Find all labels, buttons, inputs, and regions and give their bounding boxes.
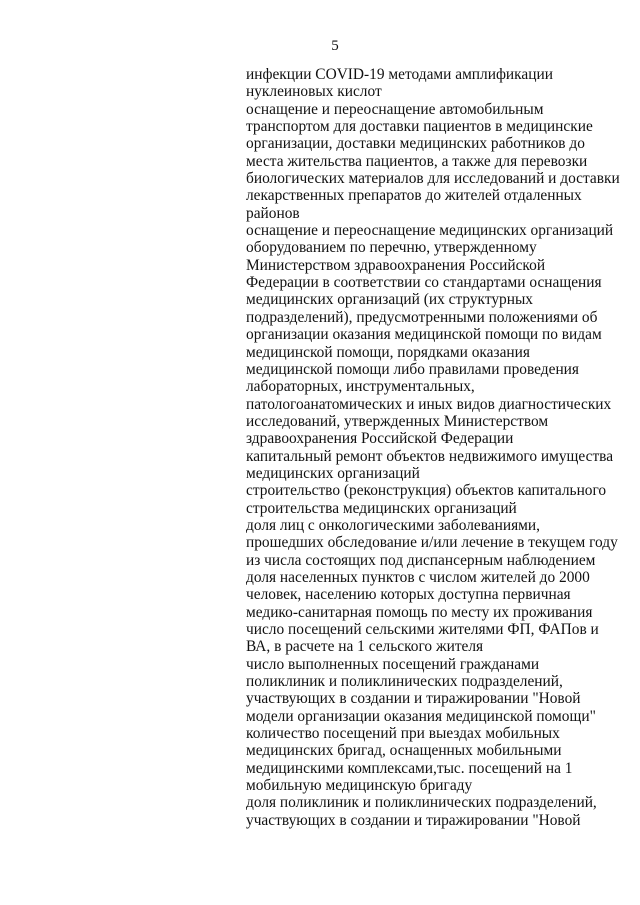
text-line: биологических материалов для исследований и доставки: [246, 170, 620, 188]
text-line: число выполненных посещений гражданами: [246, 655, 540, 673]
text-line: Министерством здравоохранения Российской: [246, 256, 546, 274]
text-line: число посещений сельскими жителями ФП, ФАПов и: [246, 621, 599, 638]
text-line: медицинской помощи, порядками оказания: [246, 343, 530, 361]
text-line: медико-санитарная помощь по месту их проживания: [246, 603, 593, 621]
text-line: медицинских бригад, оснащенных мобильными: [246, 742, 562, 760]
text-line: доля лиц с онкологическими заболеваниями,: [246, 516, 540, 534]
text-line: мобильную медицинскую бригаду: [246, 777, 473, 795]
text-line: организации, доставки медицинских работников до: [246, 135, 585, 153]
text-line: инфекции COVID-19 методами амплификации: [246, 66, 553, 83]
text-line: лабораторных, инструментальных,: [246, 378, 475, 396]
page-number: 5: [331, 38, 339, 54]
text-line: строительство (реконструкция) объектов капитального: [246, 482, 607, 500]
text-line: доля населенных пунктов с числом жителей до 2000: [246, 568, 590, 586]
text-line: транспортом для доставки пациентов в медицинские: [246, 118, 593, 136]
text-line: ВА, в расчете на 1 сельского жителя: [246, 638, 484, 656]
text-line: медицинских организаций: [246, 464, 420, 482]
text-line: участвующих в создании и тиражировании "Новой: [246, 690, 581, 708]
text-line: медицинскими комплексами,тыс. посещений на 1: [246, 759, 573, 777]
text-line: строительства медицинских организаций: [246, 499, 517, 517]
document-text-column: [246, 66, 626, 829]
text-line: оборудованием по перечню, утвержденному: [246, 239, 537, 257]
text-line: оснащение и переоснащение автомобильным: [246, 100, 544, 118]
text-line: доля поликлиник и поликлинических подразделений,: [246, 794, 597, 812]
text-line: места жительства пациентов, а также для перевозки: [246, 152, 588, 170]
text-line: модели организации оказания медицинской помощи": [246, 707, 596, 725]
text-line: Федерации в соответствии со стандартами оснащения: [246, 274, 602, 292]
text-line: медицинской помощи либо правилами проведения: [246, 360, 579, 378]
text-line: исследований, утвержденных Министерством: [246, 412, 549, 430]
text-line: лекарственных препаратов до жителей отдаленных: [246, 187, 582, 205]
text-line: участвующих в создании и тиражировании "Новой: [246, 811, 581, 829]
text-line: здравоохранения Российской Федерации: [246, 430, 514, 448]
text-line: организации оказания медицинской помощи по видам: [246, 326, 602, 344]
text-line: районов: [246, 204, 300, 222]
text-line: медицинских организаций (их структурных: [246, 291, 534, 309]
text-line: количество посещений при выездах мобильных: [246, 725, 560, 743]
text-line: человек, населению которых доступна первичная: [246, 586, 571, 604]
text-line: поликлиник и поликлинических подразделений,: [246, 673, 563, 691]
text-line: подразделений), предусмотренными положениями об: [246, 308, 598, 326]
text-line: капитальный ремонт объектов недвижимого имущества: [246, 447, 614, 465]
text-line: прошедших обследование и/или лечение в текущем году: [246, 534, 618, 552]
text-line: из числа состоящих под диспансерным наблюдением: [246, 551, 596, 569]
text-line: патологоанатомических и иных видов диагностических: [246, 395, 612, 413]
text-line: нуклеиновых кислот: [246, 83, 382, 101]
text-line: оснащение и переоснащение медицинских организаций: [246, 222, 614, 240]
